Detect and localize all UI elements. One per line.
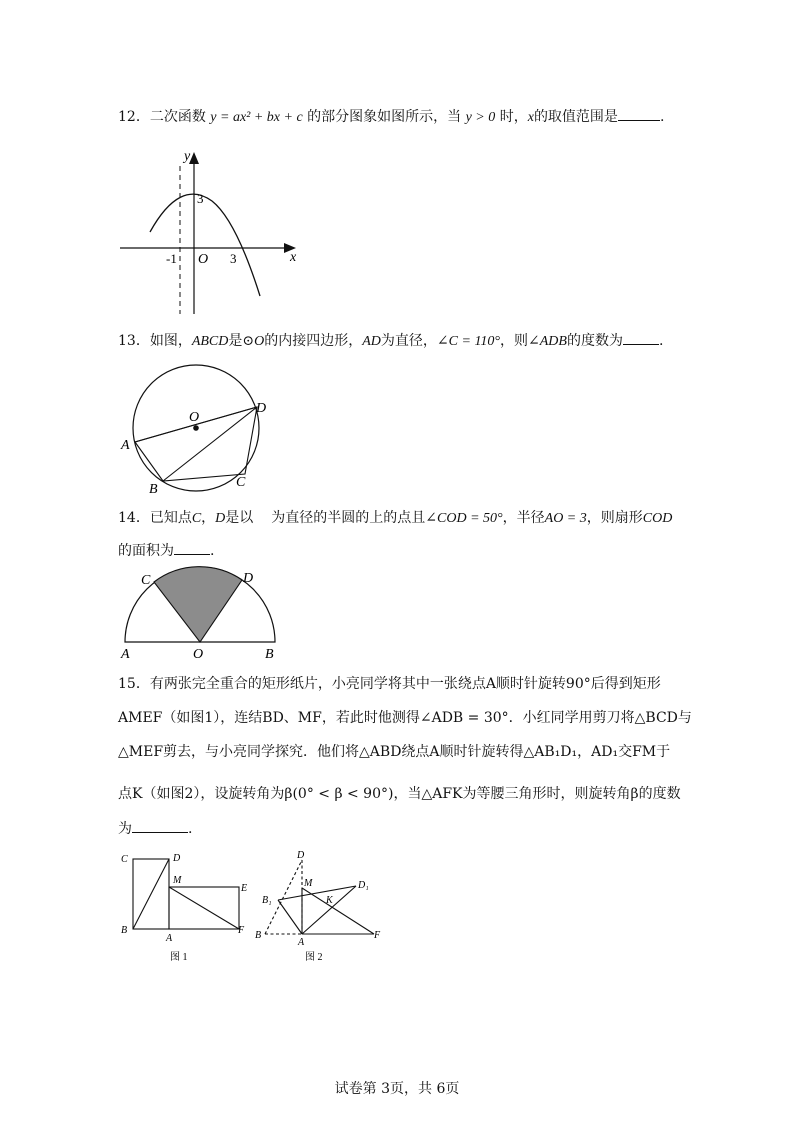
y-axis-arrow-icon	[189, 152, 199, 164]
svg-text:O: O	[193, 647, 204, 662]
q15-line5: 为 .	[118, 818, 192, 839]
svg-text:C: C	[141, 573, 151, 588]
segment-mf	[302, 888, 374, 934]
svg-text:M: M	[173, 875, 182, 886]
q12-answer-blank	[618, 106, 660, 121]
svg-text:A: A	[166, 933, 173, 944]
svg-text:O: O	[189, 410, 200, 425]
q12-text: 12．二次函数 y = ax² + bx + c 的部分图象如图所示，当 y > 0 时，x的取值范围是 .	[118, 106, 664, 128]
q13-number: 13．	[118, 333, 150, 349]
q15-answer-blank	[132, 818, 188, 833]
q15-line1: 15．有两张完全重合的矩形纸片，小亮同学将其中一张绕点A顺时针旋转90°后得到矩形	[118, 676, 661, 692]
figure-2-caption: 图 2	[305, 952, 323, 963]
center-point	[193, 425, 199, 431]
segment-mf	[169, 887, 239, 929]
origin-label: O	[198, 252, 209, 267]
svg-text:D: D	[256, 401, 267, 416]
segment-ab1	[278, 900, 302, 934]
svg-text:B: B	[149, 482, 158, 497]
svg-text:B: B	[121, 925, 128, 936]
svg-text:D₁: D₁	[358, 880, 369, 891]
q13-text: 13．如图，ABCD是⊙O的内接四边形，AD为直径，∠C = 110°，则∠ADB的度数为 .	[118, 330, 663, 352]
q15-line4: 点K（如图2），设旋转角为β(0° < β < 90°)，当△AFK为等腰三角形时，则旋转角β的度数	[118, 786, 681, 802]
svg-text:C: C	[236, 475, 246, 490]
q13-circle-figure	[118, 360, 278, 500]
q15-line2: AMEF（如图1），连结BD、MF，若此时他测得∠ADB = 30°．小红同学用剪刀将△BCD与	[118, 710, 692, 726]
tick-3-y: 3	[197, 191, 204, 206]
q14-text-line1: 14．已知点C，D是以 为直径的半圆的上的点且∠COD = 50°，半径AO = 3，则扇形COD	[118, 510, 673, 526]
svg-text:A: A	[298, 937, 305, 948]
svg-text:A: A	[121, 438, 130, 453]
figure-1-caption: 图 1	[170, 952, 188, 963]
q13-answer-blank	[623, 330, 659, 345]
diagonal-bd	[133, 859, 169, 929]
svg-text:B₁: B₁	[262, 895, 272, 906]
sector-cod	[154, 567, 242, 642]
q12-formula: y = ax² + bx + c	[210, 110, 303, 125]
x-label: x	[290, 250, 297, 265]
q14-number: 14．	[118, 510, 150, 526]
svg-text:D: D	[297, 850, 305, 861]
svg-text:D: D	[243, 571, 254, 586]
svg-text:B: B	[255, 930, 262, 941]
tick-neg1: -1	[166, 251, 177, 266]
q15-figure-1	[118, 850, 258, 962]
page-footer: 试卷第 3页，共 6页	[334, 1081, 460, 1097]
svg-text:D: D	[173, 853, 181, 864]
svg-text:F: F	[374, 930, 381, 941]
q14-text-line2: 的面积为 .	[118, 540, 214, 561]
svg-text:E: E	[241, 883, 248, 894]
svg-text:K: K	[326, 895, 333, 906]
q12-number: 12．	[118, 109, 150, 125]
svg-text:F: F	[238, 925, 245, 936]
q15-line3: △MEF剪去，与小亮同学探究．他们将△ABD绕点A顺时针旋转得△AB₁D₁，AD₁交FM于	[118, 744, 671, 760]
parabola-curve	[150, 194, 260, 296]
svg-text:M: M	[304, 878, 313, 889]
q14-answer-blank	[174, 540, 210, 555]
tick-3-x: 3	[230, 251, 237, 266]
svg-text:B: B	[265, 647, 274, 662]
y-label: y	[184, 149, 191, 164]
q12-parabola-figure	[118, 148, 308, 320]
svg-text:A: A	[121, 647, 130, 662]
q15-figure-2	[250, 848, 390, 964]
svg-text:C: C	[121, 854, 128, 865]
q14-semicircle-figure	[118, 566, 288, 662]
